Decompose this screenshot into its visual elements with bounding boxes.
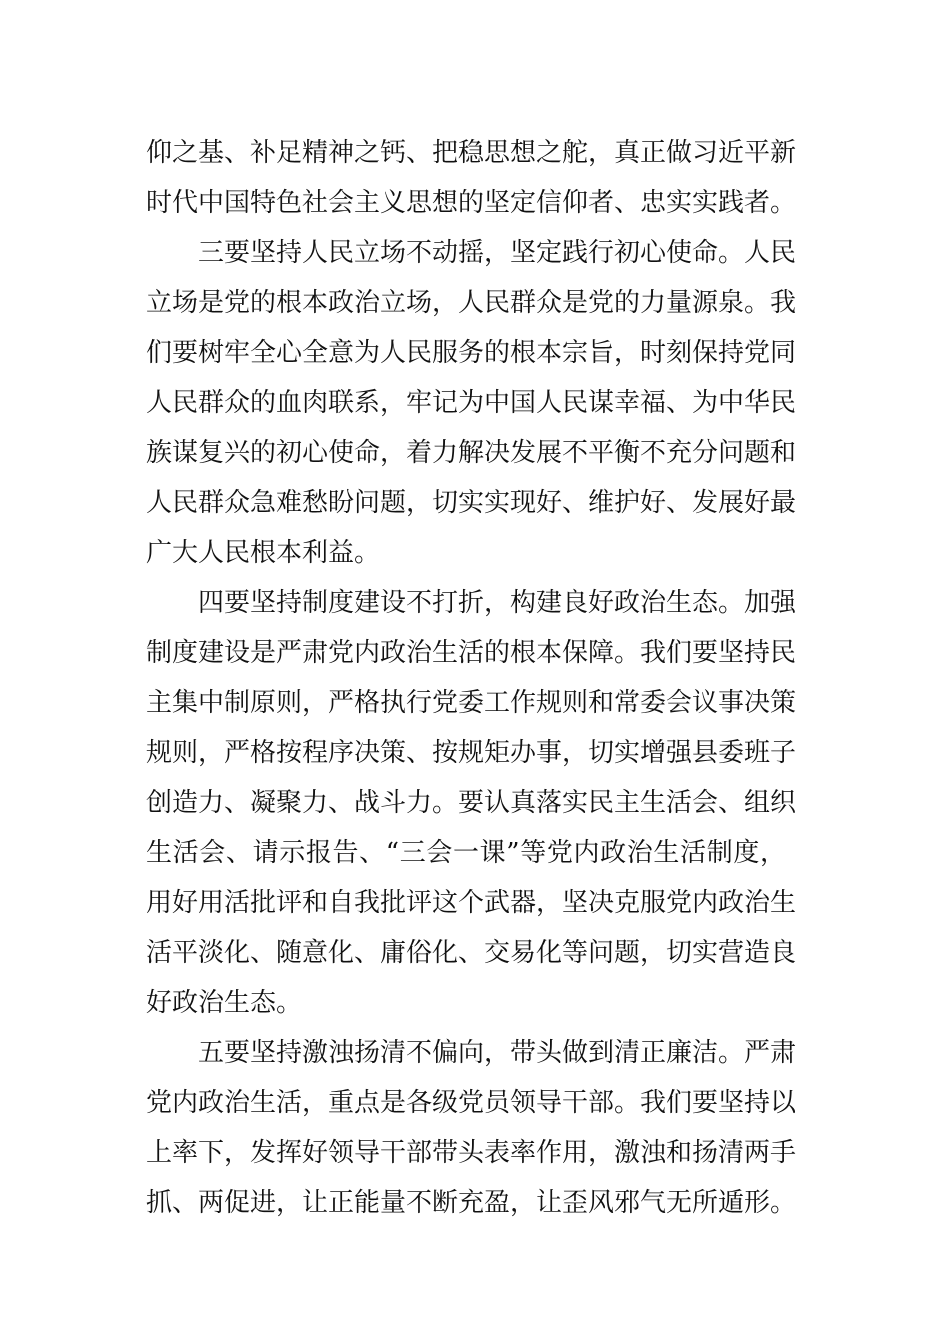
text-line: 规则，严格按程序决策、按规矩办事，切实增强县委班子 xyxy=(146,738,797,768)
text-line: 仰之基、补足精神之钙、把稳思想之舵，真正做习近平新 xyxy=(146,138,797,168)
text-line: 广大人民根本利益。 xyxy=(146,538,381,568)
document-body xyxy=(146,128,797,1228)
paragraph-first-line: 四要坚持制度建设不打折，构建良好政治生态。加强 xyxy=(198,588,797,618)
text-line: 生活会、请示报告、“三会一课”等党内政治生活制度， xyxy=(146,838,786,868)
text-line: 主集中制原则，严格执行党委工作规则和常委会议事决策 xyxy=(146,688,797,718)
paragraph-first-line: 五要坚持激浊扬清不偏向，带头做到清正廉洁。严肃 xyxy=(198,1038,797,1068)
text-line: 活平淡化、随意化、庸俗化、交易化等问题，切实营造良 xyxy=(146,938,797,968)
text-line: 用好用活批评和自我批评这个武器，坚决克服党内政治生 xyxy=(146,888,797,918)
text-line: 上率下，发挥好领导干部带头表率作用，激浊和扬清两手 xyxy=(146,1138,797,1168)
text-line: 们要树牢全心全意为人民服务的根本宗旨，时刻保持党同 xyxy=(146,338,797,368)
text-line: 族谋复兴的初心使命，着力解决发展不平衡不充分问题和 xyxy=(146,438,797,468)
text-line: 时代中国特色社会主义思想的坚定信仰者、忠实实践者。 xyxy=(146,188,797,218)
text-line: 抓、两促进，让正能量不断充盈，让歪风邪气无所遁形。 xyxy=(146,1188,797,1218)
text-line: 党内政治生活，重点是各级党员领导干部。我们要坚持以 xyxy=(146,1088,797,1118)
text-line: 创造力、凝聚力、战斗力。要认真落实民主生活会、组织 xyxy=(146,788,797,818)
paragraph-first-line: 三要坚持人民立场不动摇，坚定践行初心使命。人民 xyxy=(198,238,797,268)
text-line: 好政治生态。 xyxy=(146,988,303,1018)
text-line: 人民群众的血肉联系，牢记为中国人民谋幸福、为中华民 xyxy=(146,388,797,418)
text-line: 人民群众急难愁盼问题，切实实现好、维护好、发展好最 xyxy=(146,488,797,518)
text-line: 立场是党的根本政治立场，人民群众是党的力量源泉。我 xyxy=(146,288,797,318)
text-line: 制度建设是严肃党内政治生活的根本保障。我们要坚持民 xyxy=(146,638,797,668)
